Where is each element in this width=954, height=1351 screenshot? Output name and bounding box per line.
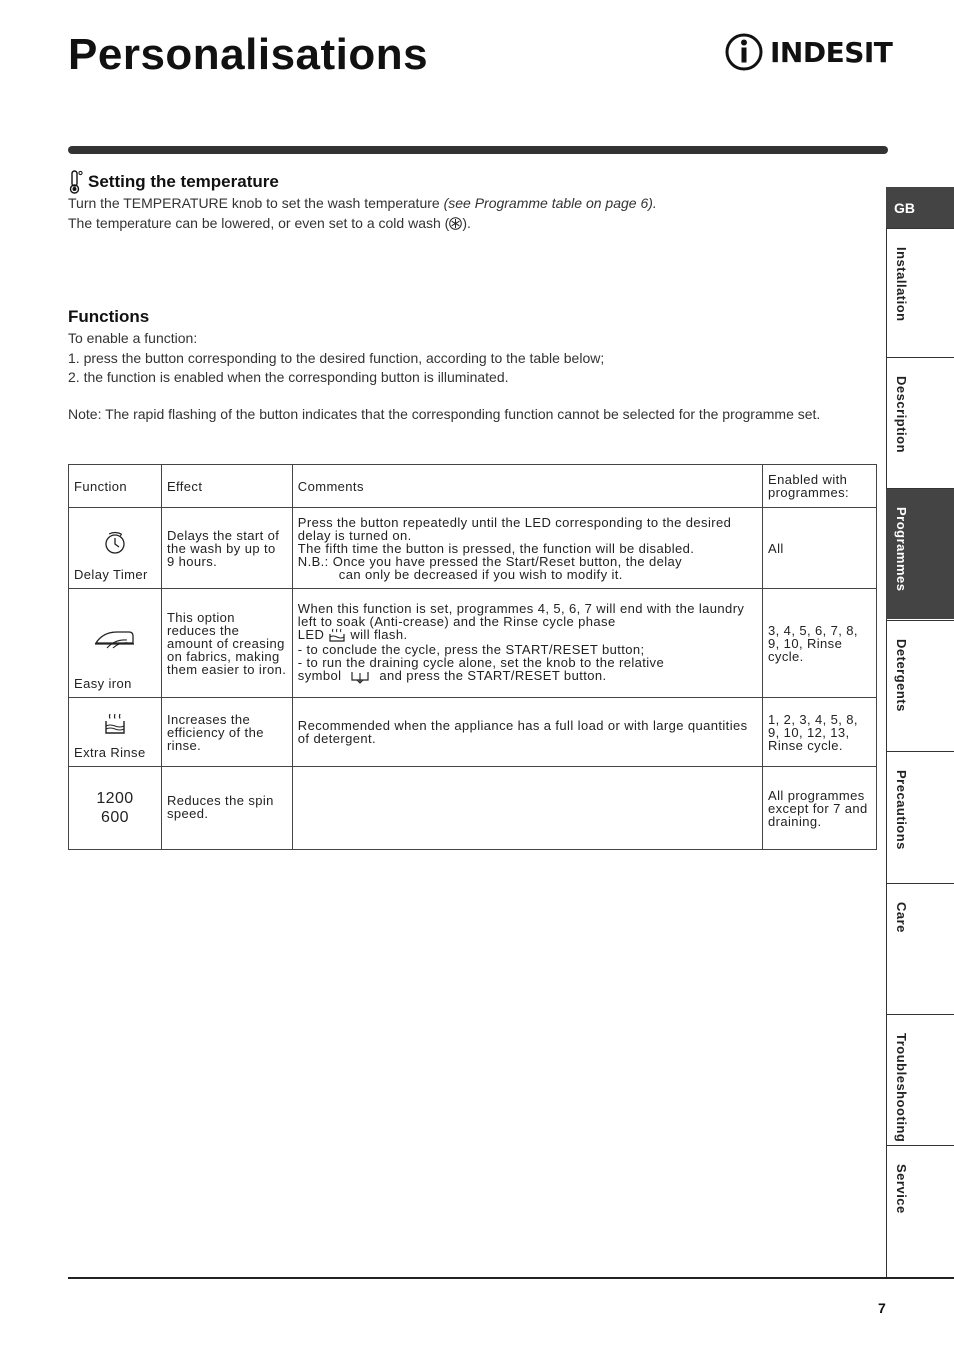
brand-name: INDESIT xyxy=(770,35,893,69)
page-title: Personalisations xyxy=(68,30,429,79)
cold-wash-icon xyxy=(449,217,462,230)
sidebar-item-label: Precautions xyxy=(894,770,909,850)
comment-line: LED xyxy=(297,627,325,643)
enabled-cell: 1, 2, 3, 4, 5, 8, 9, 10, 12, 13, Rinse cycle. xyxy=(763,698,877,767)
table-row xyxy=(69,767,877,850)
comments-cell: Recommended when the appliance has a full load or with large quantities of detergent. xyxy=(292,698,762,767)
temperature-heading xyxy=(68,170,279,194)
comment-line: and press the START/RESET button. xyxy=(379,668,607,684)
sidebar-item-service[interactable] xyxy=(886,1145,954,1276)
sidebar-item-label: Care xyxy=(894,902,909,933)
functions-heading-text: Functions xyxy=(68,307,150,326)
header-function: Function xyxy=(69,465,162,508)
table-row xyxy=(69,589,877,698)
effect-cell: Reduces the spin speed. xyxy=(161,767,292,850)
easy-iron-icon xyxy=(93,627,137,649)
spin-speed-cell xyxy=(69,767,162,850)
comment-line: - to conclude the cycle, press the START/RESET button; xyxy=(297,642,645,658)
temperature-heading-text: Setting the temperature xyxy=(88,172,279,191)
sidebar-lang-gb[interactable]: GB xyxy=(886,187,954,228)
table-row xyxy=(69,508,877,589)
sidebar-item-care[interactable] xyxy=(886,883,954,1014)
functions-intro xyxy=(68,329,604,388)
comment-line: will flash. xyxy=(350,627,408,643)
sidebar-item-description[interactable] xyxy=(886,357,954,488)
comments-cell xyxy=(292,589,762,698)
rinse-led-icon xyxy=(328,628,346,643)
sidebar xyxy=(886,187,954,1277)
sidebar-item-label: Installation xyxy=(894,247,909,322)
comment-line: symbol xyxy=(297,668,342,684)
drain-symbol-icon xyxy=(349,670,371,684)
sidebar-item-label: Detergents xyxy=(894,639,909,712)
sidebar-item-detergents[interactable] xyxy=(886,620,954,751)
delay-timer-icon xyxy=(102,531,128,555)
effect-cell: Increases the efficiency of the rinse. xyxy=(161,698,292,767)
function-cell xyxy=(69,508,162,589)
function-name: Easy iron xyxy=(74,676,132,691)
temperature-line2a: The temperature can be lowered, or even set to a cold wash ( xyxy=(68,214,450,231)
functions-step-1: 1. press the button corresponding to the desired function, according to the table below; xyxy=(68,349,605,366)
comment-line: can only be decreased if you wish to modify it. xyxy=(338,566,623,582)
enabled-cell: 3, 4, 5, 6, 7, 8, 9, 10, Rinse cycle. xyxy=(763,589,877,698)
functions-heading xyxy=(68,307,149,327)
comments-cell xyxy=(292,508,762,589)
spin-speed-600: 600 xyxy=(101,809,129,826)
table-header-row xyxy=(69,465,877,508)
header-effect: Effect xyxy=(161,465,292,508)
function-name: Delay Timer xyxy=(74,567,148,582)
comment-line: Press the button repeatedly until the LED corresponding to the desired delay is turned on. xyxy=(297,514,732,543)
header-enabled: Enabled with programmes: xyxy=(763,465,877,508)
sidebar-item-precautions[interactable] xyxy=(886,751,954,882)
temperature-text xyxy=(68,194,657,233)
sidebar-item-label: Programmes xyxy=(894,507,909,592)
indesit-logo xyxy=(724,32,892,72)
enabled-cell: All xyxy=(763,508,877,589)
header-rule xyxy=(68,146,888,154)
sidebar-item-troubleshooting[interactable] xyxy=(886,1014,954,1145)
effect-cell: Delays the start of the wash by up to 9 hours. xyxy=(161,508,292,589)
spin-speed-1200: 1200 xyxy=(96,790,134,807)
function-cell xyxy=(69,589,162,698)
footer-rule xyxy=(68,1277,954,1279)
temperature-line2b: ). xyxy=(462,214,471,231)
comment-line: When this function is set, programmes 4, 5, 6, 7 will end with the laundry left to soak (Anti-crease) and the Rinse cycle phase xyxy=(297,601,745,630)
effect-cell: This option reduces the amount of creasing on fabrics, making them easier to iron. xyxy=(161,589,292,698)
temperature-line1: Turn the TEMPERATURE knob to set the wash temperature xyxy=(68,195,440,211)
functions-intro-line: To enable a function: xyxy=(68,330,198,346)
table-row xyxy=(69,698,877,767)
function-name: Extra Rinse xyxy=(74,745,146,760)
functions-table xyxy=(68,464,877,850)
function-cell xyxy=(69,698,162,767)
sidebar-item-label: Description xyxy=(894,376,909,454)
extra-rinse-icon xyxy=(103,712,127,736)
comments-cell xyxy=(292,767,762,850)
comment-line: The fifth time the button is pressed, the function will be disabled. xyxy=(297,540,695,556)
thermometer-icon xyxy=(68,170,84,194)
sidebar-item-programmes[interactable] xyxy=(886,488,954,619)
comment-line: N.B.: Once you have pressed the Start/Reset button, the delay xyxy=(297,553,683,569)
header-comments: Comments xyxy=(292,465,762,508)
functions-note: Note: The rapid flashing of the button indicates that the corresponding function cannot be selected for the programme set. xyxy=(68,406,821,422)
sidebar-item-installation[interactable] xyxy=(886,228,954,359)
sidebar-item-label: Troubleshooting xyxy=(894,1033,909,1143)
page-number: 7 xyxy=(878,1300,886,1316)
enabled-cell: All programmes except for 7 and draining. xyxy=(763,767,877,850)
functions-step-2: 2. the function is enabled when the corresponding button is illuminated. xyxy=(68,369,509,385)
comment-line: - to run the draining cycle alone, set the knob to the relative xyxy=(297,655,665,671)
temperature-line1-ref: (see Programme table on page 6). xyxy=(443,195,657,211)
indesit-logo-mark-icon xyxy=(724,32,764,72)
sidebar-item-label: Service xyxy=(894,1164,909,1214)
